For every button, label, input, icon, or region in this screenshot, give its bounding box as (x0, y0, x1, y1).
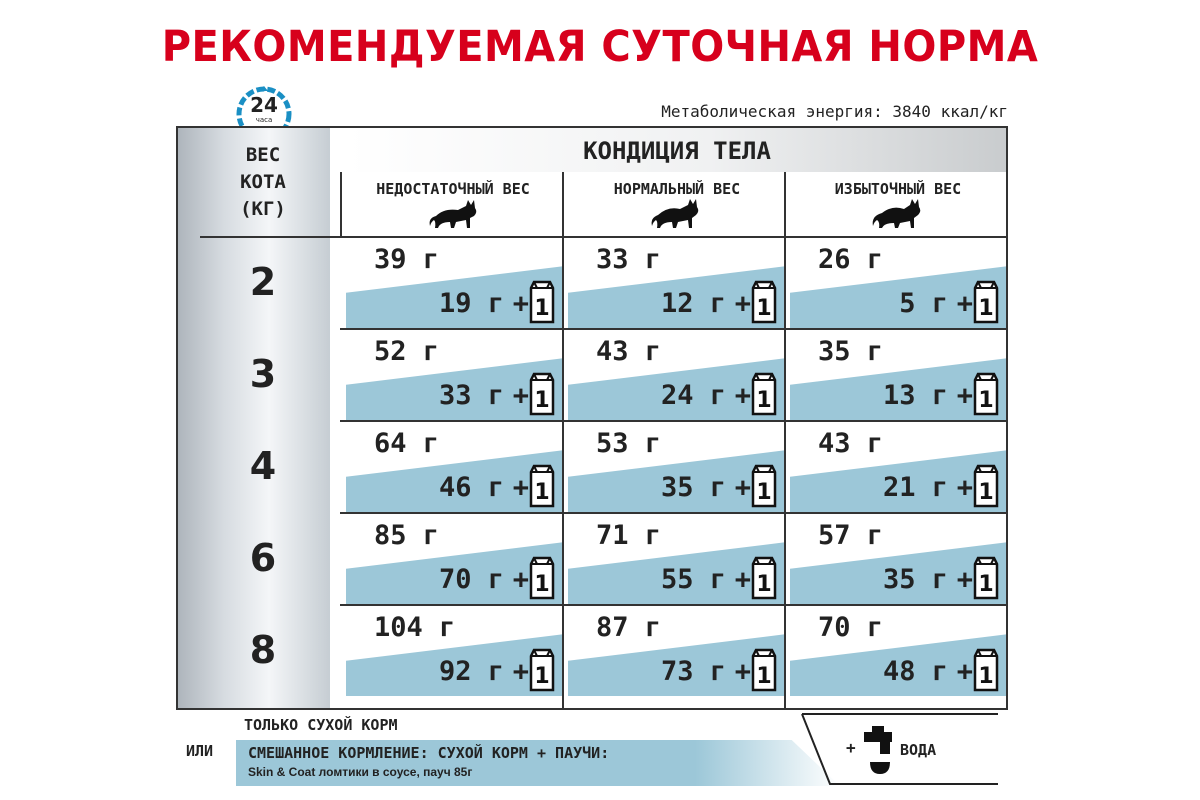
weight-header-line1: ВЕС (245, 144, 281, 166)
svg-text:1: 1 (978, 480, 994, 505)
dry-food-amount: 104 г (374, 612, 456, 643)
weight-value: 6 (249, 536, 277, 580)
mixed-dry-amount: 19 г (438, 288, 504, 319)
plus-sign: + (512, 288, 529, 319)
svg-text:1: 1 (756, 296, 772, 321)
dry-food-amount: 35 г (818, 336, 884, 367)
weight-value: 8 (249, 628, 277, 672)
svg-text:1: 1 (534, 664, 550, 689)
svg-text:1: 1 (756, 572, 772, 597)
mixed-dry-amount: 70 г (438, 564, 504, 595)
page-title: РЕКОМЕНДУЕМАЯ СУТОЧНАЯ НОРМА (161, 22, 1039, 72)
energy-label: Метаболическая энергия: 3840 ккал/кг (661, 102, 1008, 121)
dry-food-amount: 87 г (596, 612, 662, 643)
svg-text:1: 1 (978, 664, 994, 689)
plus-sign: + (956, 656, 973, 687)
dry-food-amount: 71 г (596, 520, 662, 551)
svg-text:1: 1 (978, 572, 994, 597)
water-plus: + (846, 738, 856, 757)
dry-food-amount: 64 г (374, 428, 440, 459)
svg-text:1: 1 (756, 480, 772, 505)
weight-header-line2: КОТА (240, 171, 286, 193)
weight-value: 3 (249, 352, 277, 396)
plus-sign: + (956, 472, 973, 503)
mixed-dry-amount: 35 г (660, 472, 726, 503)
plus-sign: + (956, 564, 973, 595)
condition-label-overweight: ИЗБЫТОЧНЫЙ ВЕС (834, 180, 962, 198)
plus-sign: + (734, 472, 751, 503)
svg-text:1: 1 (534, 296, 550, 321)
plus-sign: + (956, 380, 973, 411)
mixed-dry-amount: 33 г (438, 380, 504, 411)
plus-sign: + (734, 288, 751, 319)
dry-food-amount: 33 г (596, 244, 662, 275)
mixed-dry-amount: 73 г (660, 656, 726, 687)
plus-sign: + (512, 656, 529, 687)
mixed-dry-amount: 5 г (899, 288, 948, 319)
svg-text:1: 1 (534, 572, 550, 597)
svg-text:1: 1 (534, 388, 550, 413)
dry-food-amount: 53 г (596, 428, 662, 459)
plus-sign: + (512, 380, 529, 411)
faucet-icon (864, 726, 892, 774)
plus-sign: + (512, 472, 529, 503)
legend-dry-only: ТОЛЬКО СУХОЙ КОРМ (244, 716, 398, 734)
water-label: ВОДА (900, 741, 937, 759)
weight-value: 4 (249, 444, 277, 488)
svg-text:1: 1 (978, 388, 994, 413)
mixed-dry-amount: 35 г (882, 564, 948, 595)
condition-label-underweight: НЕДОСТАТОЧНЫЙ ВЕС (376, 180, 530, 198)
mixed-dry-amount: 24 г (660, 380, 726, 411)
plus-sign: + (956, 288, 973, 319)
plus-sign: + (512, 564, 529, 595)
dry-food-amount: 70 г (818, 612, 884, 643)
mixed-dry-amount: 21 г (882, 472, 948, 503)
weight-header-line3: (КГ) (240, 198, 286, 220)
plus-sign: + (734, 564, 751, 595)
condition-label-normal: НОРМАЛЬНЫЙ ВЕС (613, 180, 741, 198)
legend-product: Skin & Coat ломтики в соусе, пауч 85г (248, 765, 473, 779)
svg-text:1: 1 (978, 296, 994, 321)
svg-text:1: 1 (534, 480, 550, 505)
dry-food-amount: 39 г (374, 244, 440, 275)
mixed-dry-amount: 55 г (660, 564, 726, 595)
dry-food-amount: 26 г (818, 244, 884, 275)
legend-mixed-feeding: СМЕШАННОЕ КОРМЛЕНИЕ: СУХОЙ КОРМ + ПАУЧИ: (248, 744, 610, 762)
plus-sign: + (734, 380, 751, 411)
svg-text:1: 1 (756, 664, 772, 689)
dry-food-amount: 43 г (596, 336, 662, 367)
mixed-dry-amount: 12 г (660, 288, 726, 319)
dry-food-amount: 57 г (818, 520, 884, 551)
svg-text:1: 1 (756, 388, 772, 413)
mixed-dry-amount: 13 г (882, 380, 948, 411)
dry-food-amount: 43 г (818, 428, 884, 459)
dry-food-amount: 85 г (374, 520, 440, 551)
legend-or: ИЛИ (186, 742, 214, 760)
condition-header-title: КОНДИЦИЯ ТЕЛА (583, 137, 771, 165)
table-frame (176, 126, 1008, 710)
clock-unit: часа (255, 116, 273, 124)
mixed-dry-amount: 48 г (882, 656, 948, 687)
weight-value: 2 (249, 260, 277, 304)
clock-number: 24 (250, 93, 278, 117)
plus-sign: + (734, 656, 751, 687)
mixed-dry-amount: 92 г (438, 656, 504, 687)
mixed-dry-amount: 46 г (438, 472, 504, 503)
dry-food-amount: 52 г (374, 336, 440, 367)
